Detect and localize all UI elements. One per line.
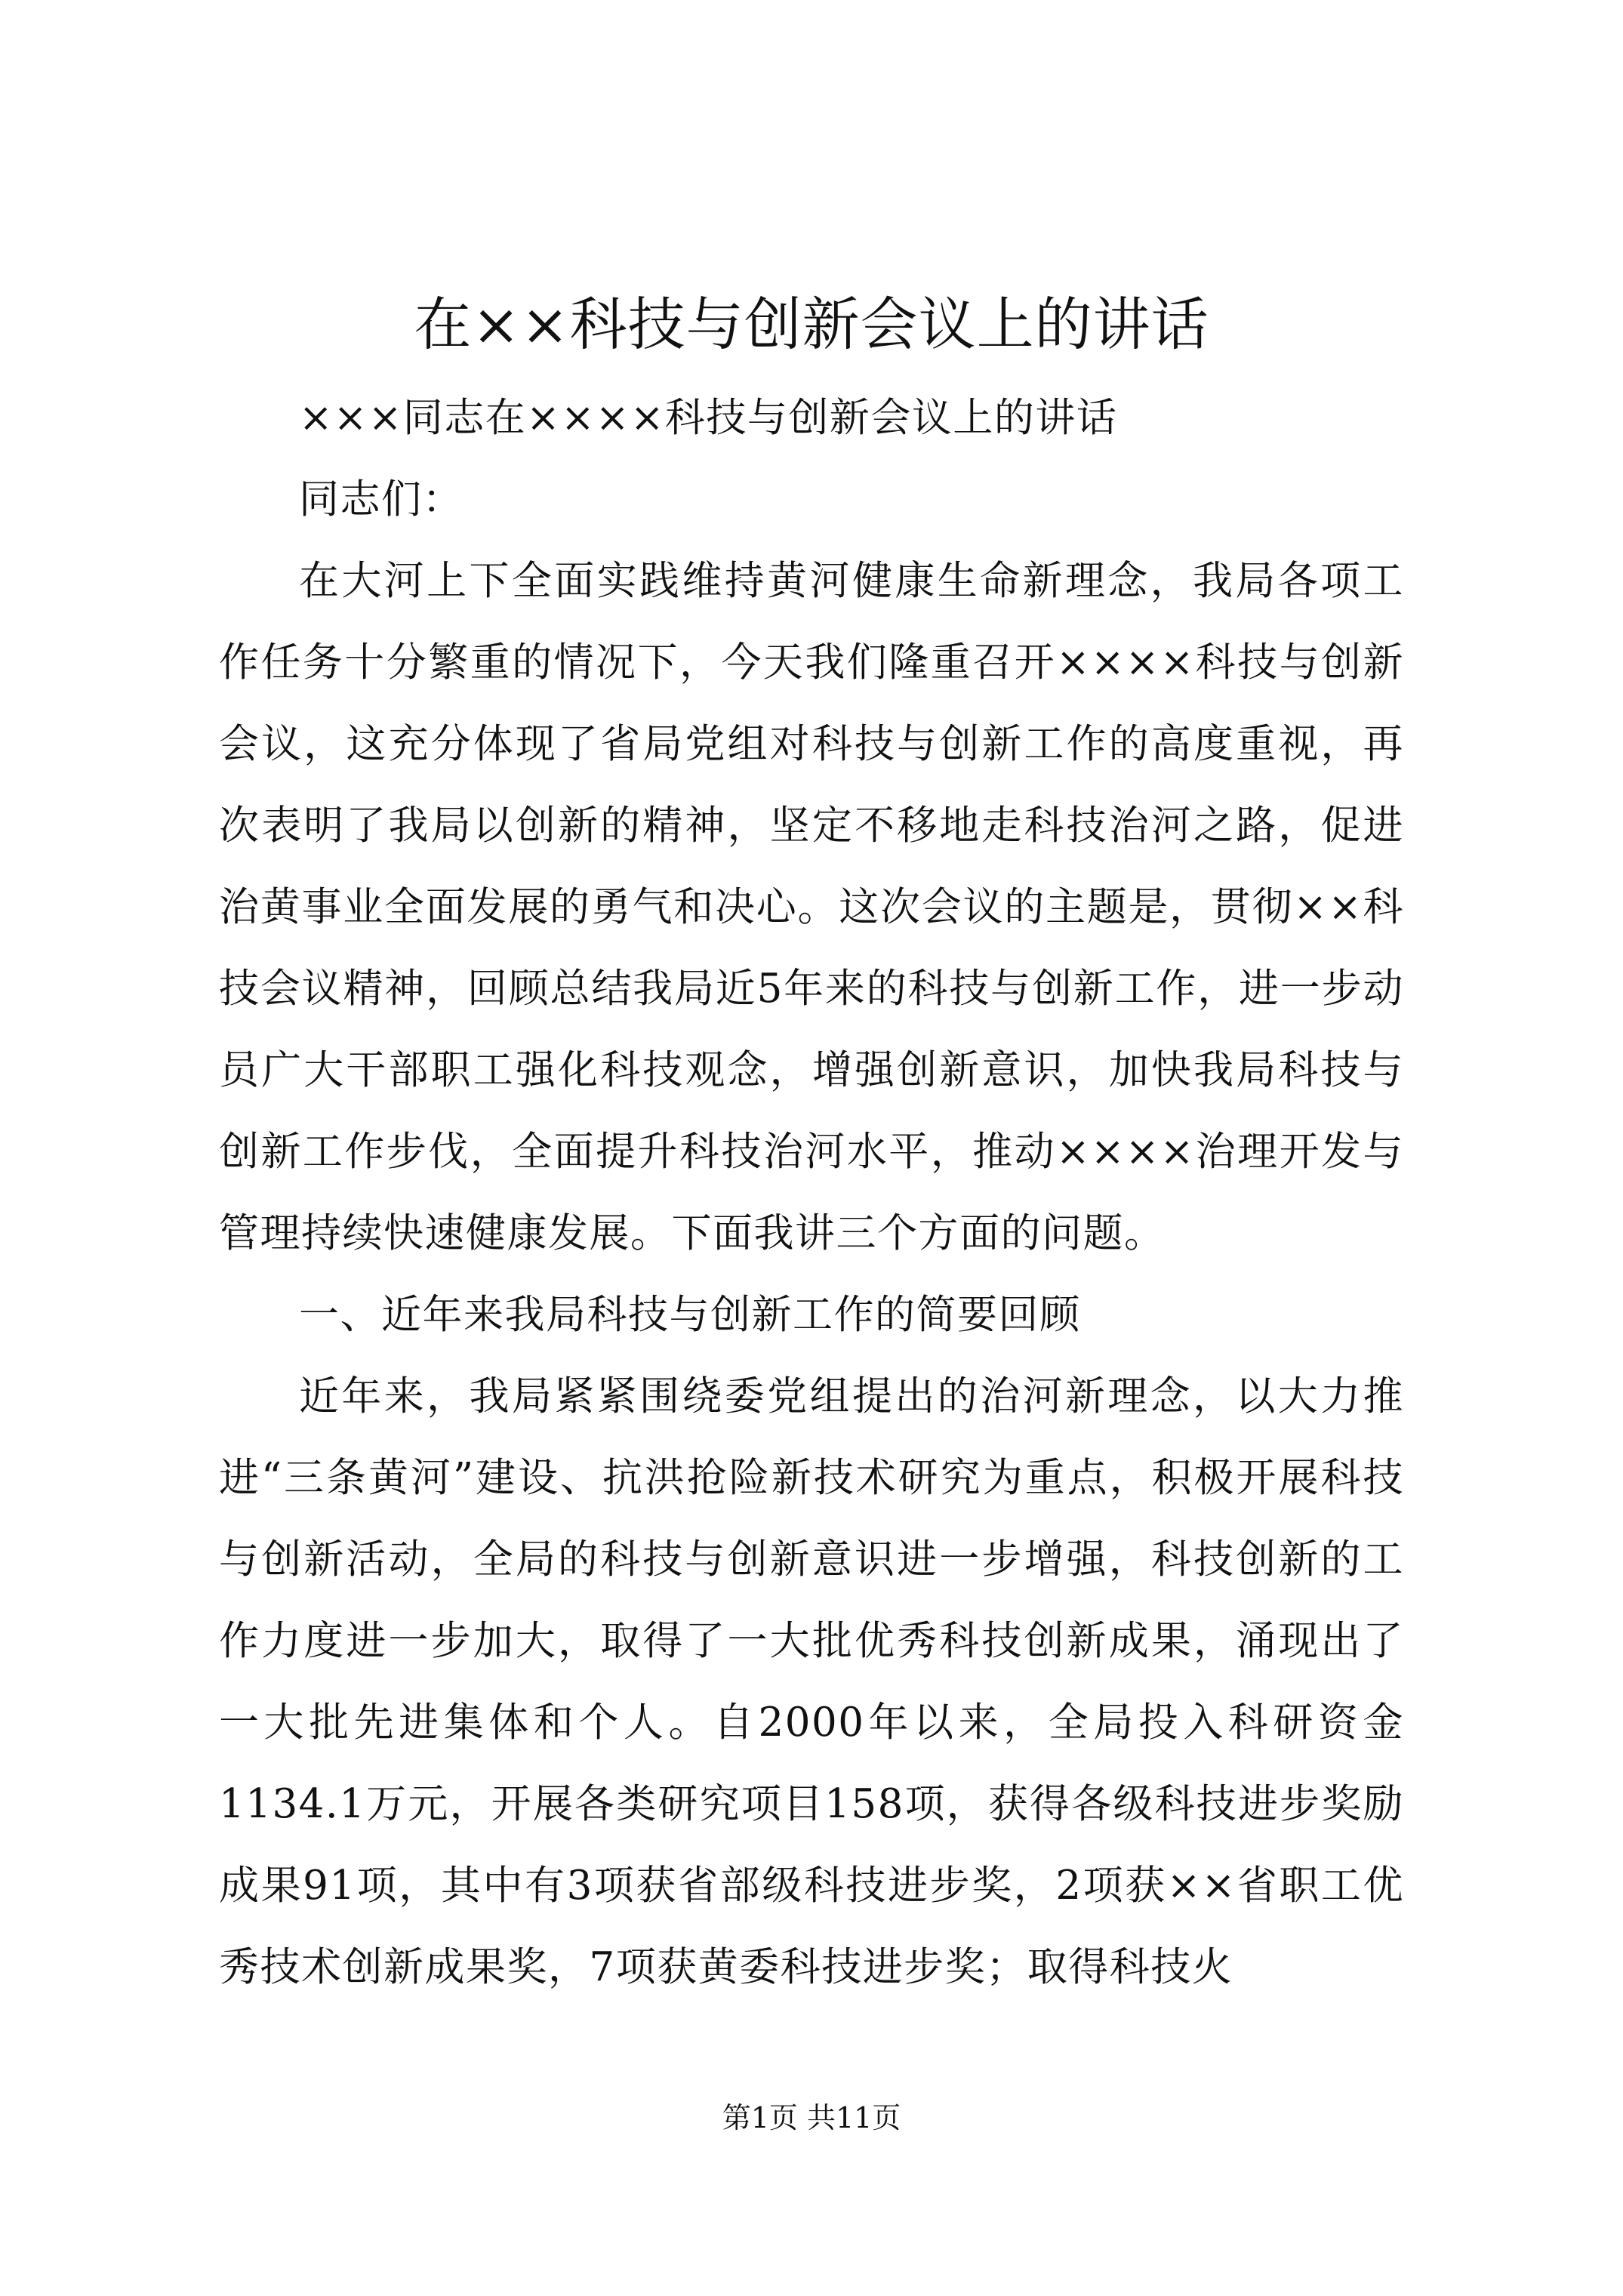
section-heading: 一、近年来我局科技与创新工作的简要回顾 (299, 1292, 1081, 1338)
body-paragraph: 在大河上下全面实践维持黄河健康生命新理念，我局各项工作任务十分繁重的情况下，今天我们隆重召开××××科技与创新会议，这充分体现了省局党组对科技与创新工作的高度重视，再次表明了我局以创新的精神，坚定不移地走科技治河之路，促进治黄事业全面发展的勇气和决心。这次会议的主题是，贯彻××科技会议精神，回顾总结我局近5年来的科技与创新工作，进一步动员广大干部职工强化科技观念，增强创新意识，加快我局科技与创新工作步伐，全面提升科技治河水平，推动××××治理开发与管理持续快速健康发展。下面我讲三个方面的问题。 (219, 558, 1404, 1256)
salutation: 同志们： (299, 476, 463, 522)
speaker-line: ×××同志在××××科技与创新会议上的讲话 (299, 395, 1118, 441)
document-title: 在××科技与创新会议上的讲话 (414, 291, 1209, 358)
document-body (219, 378, 1404, 2008)
body-paragraph: 近年来，我局紧紧围绕委党组提出的治河新理念，以大力推进“三条黄河”建设、抗洪抢险新技术研究为重点，积极开展科技与创新活动，全局的科技与创新意识进一步增强，科技创新的工作力度进一步加大，取得了一大批优秀科技创新成果，涌现出了一大批先进集体和个人。自2000年以来，全局投入科研资金1134.1万元，开展各类研究项目158项，获得各级科技进步奖励成果91项，其中有3项获省部级科技进步奖，2项获××省职工优秀技术创新成果奖，7项获黄委科技进步奖；取得科技火 (219, 1373, 1404, 1990)
page-number-footer: 第1页 共11页 (722, 2101, 901, 2134)
